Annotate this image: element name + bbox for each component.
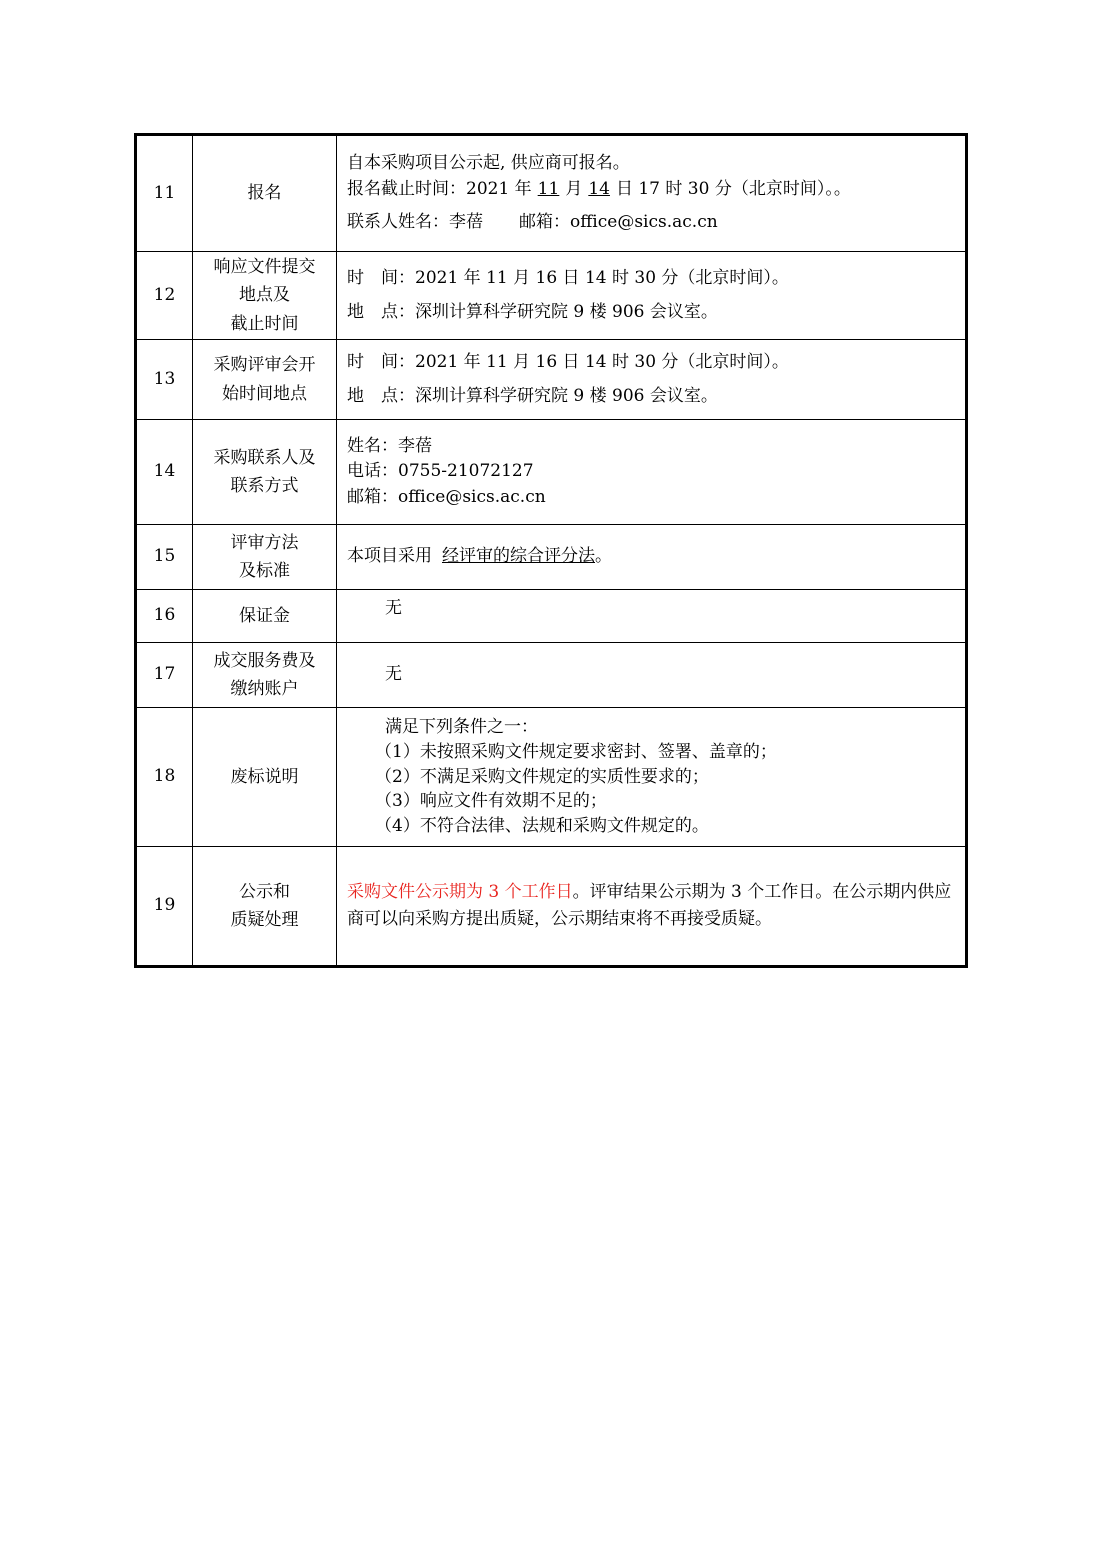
evaluation-method-content (337, 525, 967, 590)
service-fee-value: 无 (385, 664, 402, 685)
contact-phone: 电话：0755-21072127 (347, 461, 534, 482)
invalid-bid-condition: （3）响应文件有效期不足的； (375, 791, 607, 812)
item-label-line: 始时间地点 (222, 383, 307, 404)
row-number: 18 (136, 708, 193, 847)
submission-time (347, 266, 955, 292)
table-row-16 (136, 590, 967, 643)
place-label: 地 点： (347, 385, 415, 406)
place-value: 深圳计算科学研究院 9 楼 906 会议室。 (415, 301, 718, 322)
item-label-line: 联系方式 (230, 476, 299, 496)
publicity-content (337, 847, 967, 967)
publicity-highlight: 采购文件公示期为 3 个工作日 (347, 881, 573, 902)
contact-email: 邮箱：office@sics.ac.cn (519, 212, 718, 233)
review-meeting-content (337, 340, 967, 420)
place-label: 地 点： (347, 301, 415, 322)
table-row-18 (136, 708, 967, 847)
row-item-label: 保证金 (193, 590, 337, 643)
item-label-line: 公示和 (239, 881, 290, 902)
service-fee-content (337, 643, 967, 708)
row-number: 16 (136, 590, 193, 643)
row-item-label: 报名 (193, 135, 337, 252)
table-row-17 (136, 643, 967, 708)
invalid-bid-condition: （4）不符合法律、法规和采购文件规定的。 (375, 815, 709, 836)
row-number: 19 (136, 847, 193, 967)
invalid-bid-condition: （2）不满足采购文件规定的实质性要求的； (375, 766, 709, 787)
deadline-month: 11 (537, 178, 560, 199)
registration-intro: 自本采购项目公示起, 供应商可报名。 (347, 153, 630, 174)
time-value: 2021 年 11 月 16 日 14 时 30 分（北京时间）。 (415, 268, 789, 288)
row-number: 15 (136, 525, 193, 590)
table-row-14 (136, 420, 967, 525)
table-row-15 (136, 525, 967, 590)
publicity-text (347, 882, 951, 929)
item-label-line: 成交服务费及 (213, 650, 316, 671)
row-number: 12 (136, 252, 193, 340)
invalid-bid-intro: 满足下列条件之一： (385, 717, 538, 738)
table-row-11 (136, 135, 967, 252)
row-number: 11 (136, 135, 193, 252)
contact-content (337, 420, 967, 525)
deposit-content (337, 590, 967, 643)
method-name: 经评审的综合评分法 (442, 546, 595, 567)
table-row-19 (136, 847, 967, 967)
row-item-label (193, 420, 337, 525)
procurement-info-table (134, 133, 968, 968)
invalid-bid-content (337, 708, 967, 847)
item-label-line: 采购评审会开 (213, 355, 316, 376)
item-label-line: 地点及 (239, 285, 290, 306)
meeting-time (347, 350, 955, 376)
evaluation-method (347, 544, 955, 570)
contact-email: 邮箱：office@sics.ac.cn (347, 486, 546, 507)
row-number: 14 (136, 420, 193, 525)
invalid-bid-condition: （1）未按照采购文件规定要求密封、签署、盖章的； (375, 742, 777, 763)
registration-deadline (347, 177, 955, 203)
meeting-place (347, 384, 955, 410)
publicity-rest: 。评审结果公示期为 3 个工作日。在公示期内供应商可以向采购方提出质疑，公示期结束将不再接受质疑。 (347, 881, 952, 929)
item-label-line: 及标准 (239, 561, 290, 581)
item-label-line: 缴纳账户 (230, 679, 299, 699)
table-row-13 (136, 340, 967, 420)
method-prefix: 本项目采用 (347, 546, 432, 567)
table-row-12 (136, 252, 967, 340)
submission-place (347, 300, 955, 326)
row-item-label (193, 847, 337, 967)
submission-content (337, 252, 967, 340)
item-label-line: 采购联系人及 (213, 447, 316, 468)
time-label: 时 间： (347, 268, 415, 288)
row-item-label (193, 252, 337, 340)
deposit-value: 无 (385, 598, 402, 618)
row-item-label: 废标说明 (193, 708, 337, 847)
contact-name: 姓名：李蓓 (347, 435, 432, 456)
row-number: 13 (136, 340, 193, 420)
item-label-line: 响应文件提交 (213, 257, 316, 278)
registration-contact (347, 210, 955, 236)
row-item-label (193, 340, 337, 420)
deadline-month-unit: 月 (565, 178, 583, 199)
method-suffix: 。 (595, 546, 612, 567)
item-label-line: 评审方法 (230, 532, 299, 553)
row-number: 17 (136, 643, 193, 708)
item-label-line: 截止时间 (230, 313, 299, 334)
deadline-suffix: 日 17 时 30 分（北京时间）。。 (615, 178, 851, 199)
registration-content (337, 135, 967, 252)
item-label-line: 质疑处理 (230, 910, 299, 930)
time-value: 2021 年 11 月 16 日 14 时 30 分（北京时间）。 (415, 352, 789, 372)
deadline-prefix: 报名截止时间：2021 年 (347, 178, 532, 199)
deadline-day: 14 (588, 178, 610, 199)
contact-name: 联系人姓名：李蓓 (347, 212, 483, 233)
row-item-label (193, 525, 337, 590)
time-label: 时 间： (347, 352, 415, 372)
row-item-label (193, 643, 337, 708)
place-value: 深圳计算科学研究院 9 楼 906 会议室。 (415, 385, 718, 406)
